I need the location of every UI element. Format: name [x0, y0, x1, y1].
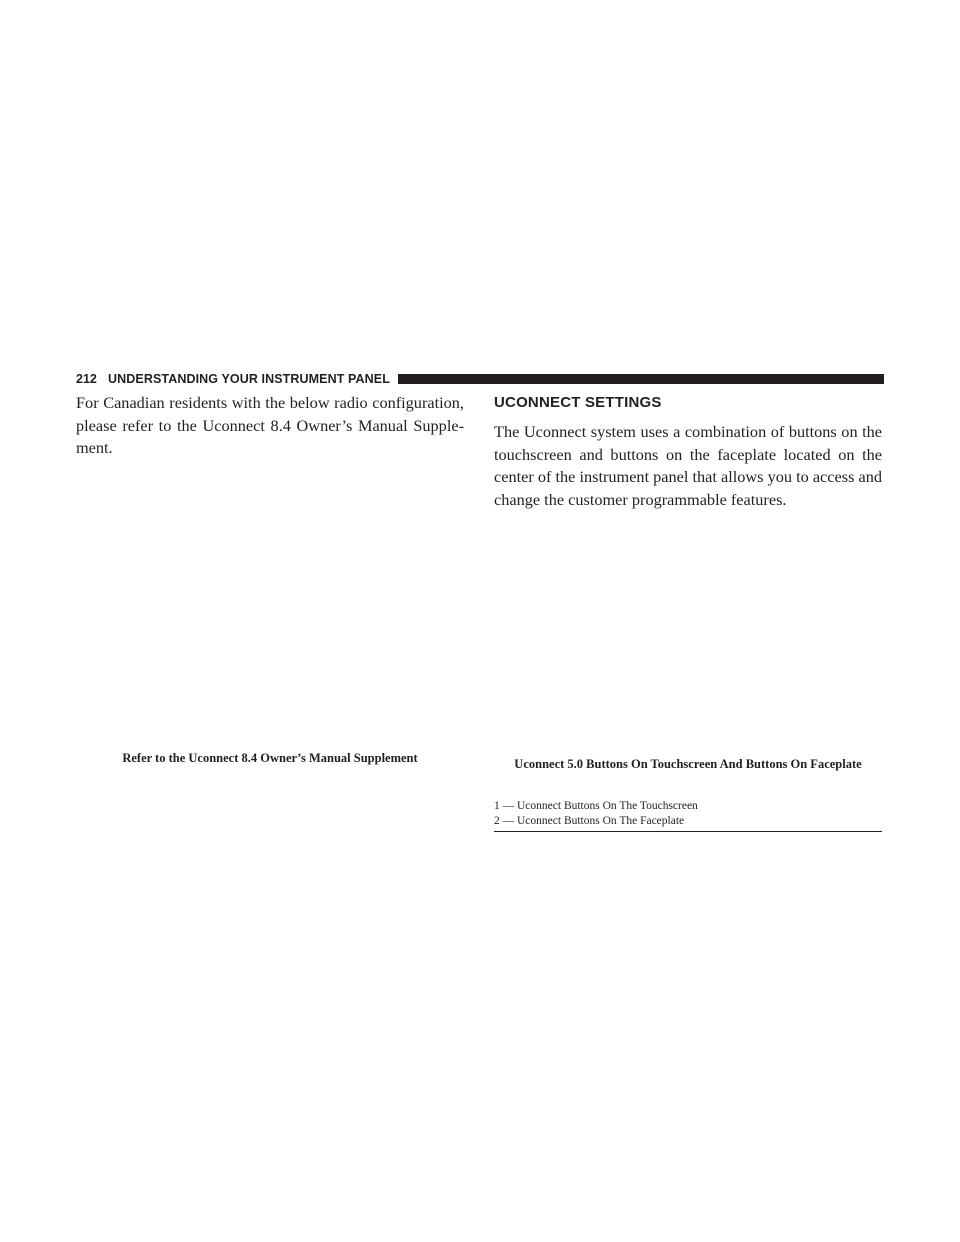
- canadian-residents-paragraph: For Canadian residents with the below radio configuration, please refer to the Uconnect 8.4 Owner’s Manual Supple- ment.: [76, 393, 464, 457]
- radio-configuration-figure: [76, 490, 464, 742]
- uconnect-buttons-figure: [494, 506, 882, 752]
- section-heading: UCONNECT SETTINGS: [494, 394, 662, 411]
- figure-legend: [494, 799, 882, 832]
- uconnect-settings-paragraph: The Uconnect system uses a combination of buttons on the touchscreen and buttons on the faceplate located on the center of the instrument panel that allows you to access and change the customer programmable features.: [494, 422, 882, 509]
- header-rule: [398, 374, 884, 384]
- right-column: [494, 392, 882, 511]
- legend-item: 2 — Uconnect Buttons On The Faceplate: [494, 815, 685, 827]
- left-figure-caption: Refer to the Uconnect 8.4 Owner’s Manual Supplement: [122, 751, 418, 765]
- legend-item: 1 — Uconnect Buttons On The Touchscreen: [494, 800, 698, 812]
- page-number: 212: [76, 372, 97, 386]
- section-title: UNDERSTANDING YOUR INSTRUMENT PANEL: [108, 372, 390, 386]
- page-header: [76, 372, 884, 386]
- right-figure-caption: Uconnect 5.0 Buttons On Touchscreen And Buttons On Faceplate: [514, 757, 862, 771]
- left-column: [76, 392, 464, 460]
